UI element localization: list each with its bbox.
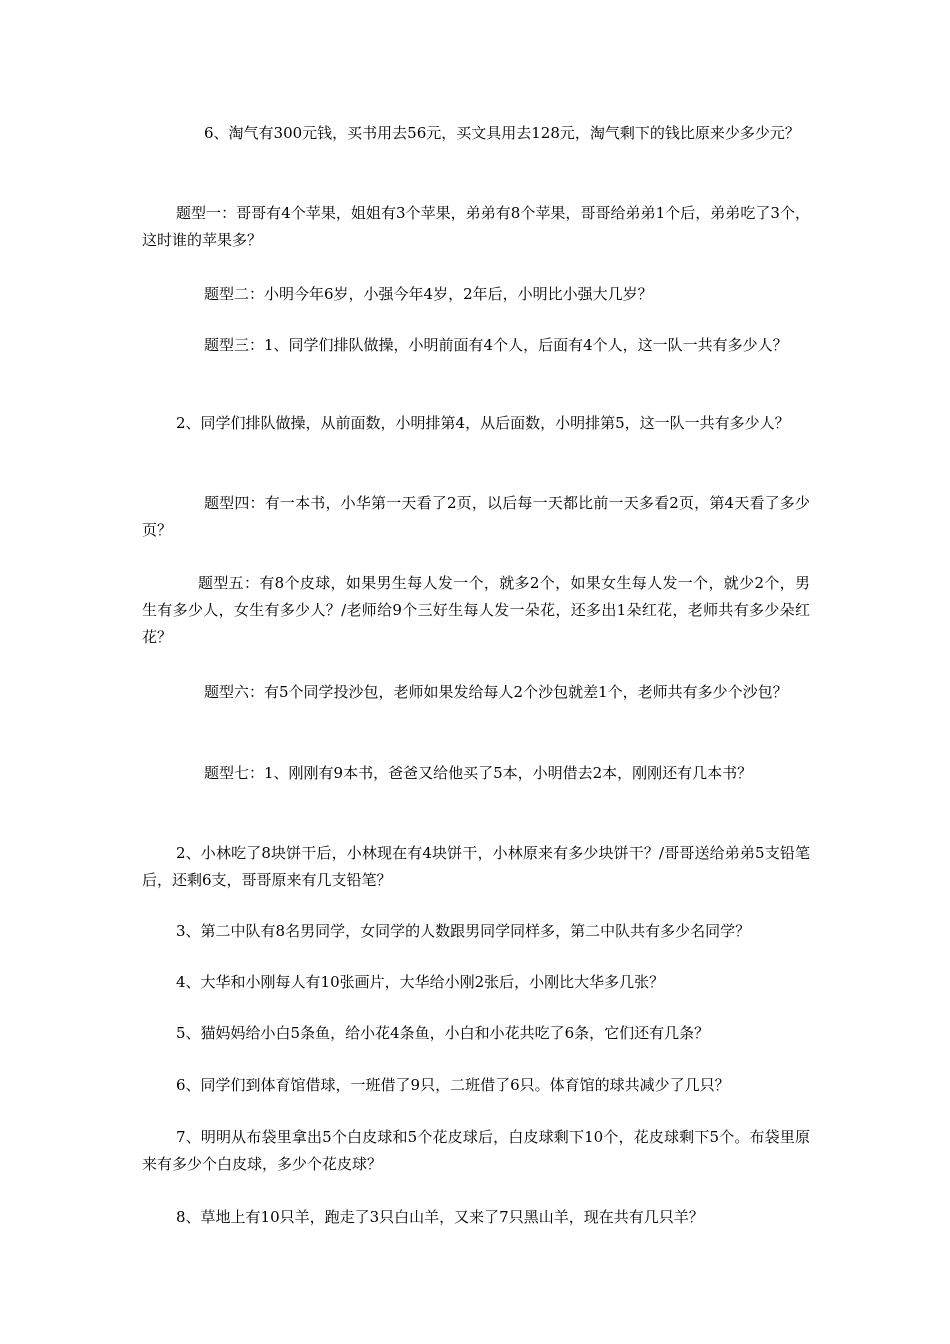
question-paragraph-10: 2、小林吃了8块饼干后，小林现在有4块饼干，小林原来有多少块饼干？/哥哥送给弟弟5支铅笔后，还剩6支，哥哥原来有几支铅笔？ (142, 844, 810, 889)
question-paragraph-2: 题型一：哥哥有4个苹果，姐姐有3个苹果，弟弟有8个苹果，哥哥给弟弟1个后，弟弟吃了3个，这时谁的苹果多？ (142, 204, 810, 249)
question-paragraph-8: 题型六：有5个同学投沙包，老师如果发给每人2个沙包就差1个，老师共有多少个沙包？ (204, 683, 788, 701)
question-paragraph-6: 题型四：有一本书，小华第一天看了2页，以后每一天都比前一天多看2页，第4天看了多少页？ (142, 494, 810, 539)
question-paragraph-12: 4、大华和小刚每人有10张画片，大华给小刚2张后，小刚比大华多几张？ (176, 973, 665, 991)
question-paragraph-4: 题型三：1、同学们排队做操，小明前面有4个人，后面有4个人，这一队一共有多少人？ (204, 336, 788, 354)
question-paragraph-13: 5、猫妈妈给小白5条鱼，给小花4条鱼，小白和小花共吃了6条，它们还有几条？ (176, 1024, 710, 1042)
question-paragraph-14: 6、同学们到体育馆借球，一班借了9只，二班借了6只。体育馆的球共减少了几只？ (176, 1076, 730, 1094)
question-paragraph-5: 2、同学们排队做操，从前面数，小明排第4，从后面数，小明排第5，这一队一共有多少人？ (176, 414, 790, 432)
question-paragraph-15: 7、明明从布袋里拿出5个白皮球和5个花皮球后，白皮球剩下10个，花皮球剩下5个。布袋里原来有多少个白皮球，多少个花皮球？ (142, 1128, 810, 1173)
question-paragraph-16: 8、草地上有10只羊，跑走了3只白山羊，又来了7只黑山羊，现在共有几只羊？ (176, 1208, 704, 1226)
question-paragraph-11: 3、第二中队有8名男同学，女同学的人数跟男同学同样多，第二中队共有多少名同学？ (176, 922, 751, 940)
question-paragraph-1: 6、淘气有300元钱，买书用去56元，买文具用去128元，淘气剩下的钱比原来少多少元？ (204, 124, 800, 142)
question-paragraph-7: 题型五：有8个皮球，如果男生每人发一个，就多2个，如果女生每人发一个，就少2个，男生有多少人，女生有多少人？/老师给9个三好生每人发一朵花，还多出1朵红花，老师共有多少朵红花？ (142, 574, 810, 646)
question-paragraph-9: 题型七：1、刚刚有9本书，爸爸又给他买了5本，小明借去2本，刚刚还有几本书？ (204, 764, 753, 782)
question-paragraph-3: 题型二：小明今年6岁，小强今年4岁，2年后，小明比小强大几岁？ (204, 285, 653, 303)
